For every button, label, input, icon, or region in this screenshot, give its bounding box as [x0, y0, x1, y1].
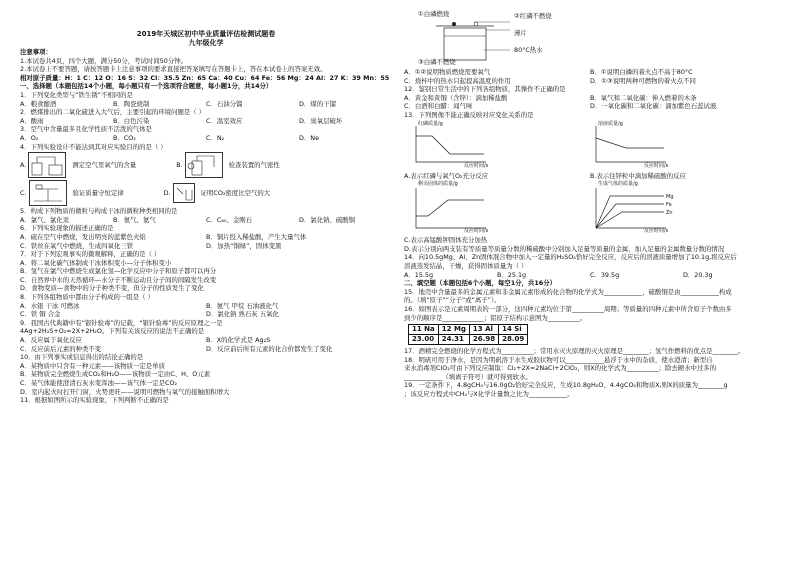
graph-d-xlabel: 反应时间/s [644, 228, 669, 235]
q9-option[interactable]: D．反应前后所有元素的化合价都发生了变化 [206, 344, 333, 353]
q2-option[interactable]: B．白色污染 [113, 116, 150, 125]
q7-option[interactable]: C．自然界中水的天然循环—水分子不断运动且分子间的间隔发生改变 [20, 275, 217, 284]
q9-option[interactable]: B．X的化学式是 Ag₂S [206, 336, 271, 345]
q1-option[interactable]: C．石油分馏 [206, 99, 243, 108]
q8-options-1 [20, 302, 392, 311]
q1-option[interactable]: D．煤的干馏 [299, 99, 336, 108]
periodic-table-excerpt [408, 324, 528, 345]
element-cell: 14 Si [499, 325, 528, 335]
q3-option[interactable]: A．O₂ [20, 133, 39, 142]
q4-figD-caption: 证明CO₂密度比空气的大 [200, 188, 271, 197]
q7-stem: 7．对于下列宏观事实的微观解释，正确的是（ ） [20, 250, 161, 259]
q9-option[interactable]: C．反应前后元素的种类不变 [20, 344, 102, 353]
q2-options [20, 117, 392, 126]
q11-label: 薄片 [514, 29, 527, 37]
q6-option[interactable]: C．铁丝在氧气中燃烧，生成四氧化三铁 [20, 241, 134, 250]
q1-stem: 1．下列变化类型与“铁生锈”不相同的是 [20, 90, 133, 99]
mass-cell: 26.98 [469, 335, 498, 345]
q5-stem: 5．构成下列物质的微粒与构成干冰的微粒种类相同的是 [20, 207, 178, 216]
q11-option[interactable]: B．①说明白磷的着火点不高于80°C [590, 68, 693, 76]
graph-c-ylabel: 剩余固体的质量/g [418, 181, 458, 188]
q5-options [20, 216, 392, 225]
q4-figC-caption: 验证质量守恒定律 [72, 188, 124, 197]
q1-option[interactable]: A．粮食酿酒 [20, 99, 57, 108]
q11-options-2 [404, 77, 776, 86]
q1-options [20, 100, 392, 109]
q2-stem: 2．燃煤排出的二氧化硫进入大气后，主要引起的环境问题是（ ） [20, 108, 206, 117]
q4-figure-row-2: C. 验证质量守恒定律 D. 证明CO₂密度比空气的大 [20, 179, 392, 207]
q13-graphs-row-2 [404, 180, 776, 236]
q11-label: 80°C热水 [514, 46, 543, 54]
q6-option[interactable]: A．硫在空气中燃烧，发出明亮的蓝紫色火焰 [20, 232, 146, 241]
q11-label: ①白磷燃烧 [418, 10, 450, 18]
mass-cell: 28.09 [499, 335, 528, 345]
q8-stem: 8．下列各组物质中都由分子构成的一组是（ ） [20, 293, 154, 302]
graph-d [574, 180, 744, 236]
q1-option[interactable]: B．陶瓷烧制 [113, 99, 150, 108]
graph-b-caption[interactable]: B.表示往锌粒中滴加稀硫酸的反应 [590, 171, 686, 180]
graph-d-series-label: Mg [666, 194, 674, 201]
table-row [409, 335, 528, 345]
q3-option[interactable]: B．CO₂ [113, 133, 136, 142]
q11-option[interactable]: A．①②说明物质燃烧需要氧气 [404, 68, 491, 76]
q3-options [20, 134, 392, 143]
q3-option[interactable]: D．Ne [299, 133, 320, 142]
q13-option-c[interactable]: C.表示高锰酸钾固体充分加热 [404, 236, 488, 245]
q11-label: ②红磷不燃烧 [514, 12, 552, 20]
q10-option[interactable]: D．室内起火时打开门窗，火势更旺——说明可燃物与氧气的接触面积增大 [20, 387, 230, 396]
q12-option[interactable]: A．黄金和黄铜（含锌）：滴加稀盐酸 [404, 93, 508, 102]
notice-heading: 注意事项： [20, 48, 52, 56]
q14-stem: 14．向10.5gMg、Al、Zn固体混合物中加入一定量的H₂SO₄恰好完全反应，反应后的溶液质量增加了10.1g,将反应后 [404, 253, 737, 262]
q6-stem: 6．下列实验现象的描述正确的是 [20, 224, 114, 233]
q18-line: ____________（填离子符号）就可得到软水。 [404, 372, 532, 381]
q10-option[interactable]: C．某气体能使澄清石灰水变浑浊——该气体一定是CO₂ [20, 379, 178, 387]
q8-options-2 [20, 310, 392, 319]
q8-option[interactable]: B．氨气 甲烷 石油液化气 [206, 301, 279, 310]
q12-option[interactable]: B．氧气和二氧化碳：伸入燃着的木条 [590, 93, 697, 102]
q11-label: ③白磷不燃烧 [418, 58, 456, 66]
oxygen-apparatus-figure [28, 152, 66, 178]
q16-line: 16．如图表示是元素周期表的一部分，这四种元素均位于第__________周期；等质量的四种元素中所含原子个数由多 [404, 304, 732, 313]
graph-a-ylabel: 红磷质量/g [418, 120, 443, 127]
q6-options-1 [20, 233, 392, 242]
section1-heading: 一、选择题（本题包括14个小题，每小题只有一个选项符合题意，每小题1分，共14分） [20, 82, 273, 91]
q9-options-1 [20, 336, 392, 345]
q8-option[interactable]: C．铁 铜 合金 [20, 310, 61, 319]
q10-stem: 10．由下列事实或信息得出的结论正确的是 [20, 353, 144, 362]
q8-option[interactable]: A．水银 干冰 可燃冰 [20, 301, 80, 310]
q4-stem: 4．下列实验设计不能达到其对应实验目的的是（ ） [20, 142, 167, 151]
atomic-masses: 相对原子质量：H：1 C：12 O：16 S：32 Cl：35.5 Zn：65 Ca：40 Cu：64 Fe：56 Mg：24 Al：27 K：39 Mn：55 [20, 73, 390, 82]
section2-heading: 二、填空题（本题包括6个小题，每空1分，共16分） [404, 279, 556, 288]
exam-title: 2019年天城区初中毕业质量评估检测试题卷 [136, 30, 276, 38]
q2-option[interactable]: C．温室效应 [206, 116, 243, 125]
element-cell: 13 Al [469, 325, 498, 335]
balance-figure [29, 180, 67, 206]
q14-option[interactable]: C．39.5g [590, 270, 620, 279]
q6-option[interactable]: B．铜片投入稀盐酸，产生大量气体 [206, 232, 307, 241]
notice-item: 1.本试卷共4页，四个大题，满分50分，考试时间50分钟。 [20, 56, 188, 65]
q2-option[interactable]: A．酸雨 [20, 116, 44, 125]
q4-figA-caption: 测定空气里氧气的含量 [72, 160, 137, 169]
q12-option[interactable]: D．一氧化碳和二氧化碳：滴加紫色石蕊试液 [590, 102, 717, 111]
left-column [20, 30, 392, 405]
q14-cont: 溶液蒸发结晶，干燥，获得固体质量为（ ） [404, 261, 528, 270]
q11-option[interactable]: D．①③说明两种可燃物的着火点不同 [590, 76, 696, 85]
q12-options-2 [404, 102, 776, 111]
q13-option-d[interactable]: D.表示分别向两支装有等质量等质量分数的稀硫酸中分别加入足量等质量的金属，加入足量的金属数量分数的情况 [404, 244, 725, 253]
q5-option[interactable]: A．氯气、氯化汞 [20, 215, 70, 224]
q6-options-2 [20, 242, 392, 251]
q14-option[interactable]: A．15.5g [404, 270, 434, 279]
q11-stem: 11．根据如图所示的实验现象，下列判断不正确的是 [20, 396, 169, 405]
q17-line: 17．酒精完全燃烧的化学方程式为__________；常用水灭火原理的灭火原理是________；氢气作燃料的优点是________。 [404, 347, 745, 356]
q9-stem: 9．我国古代典籍中有“银针验毒”的记载，“银针验毒”的反应原理之一是 [20, 318, 223, 327]
q13-stem: 13．下列图像不能正确反映对应变化关系的是 [404, 110, 534, 119]
mass-cell: 23.00 [409, 335, 439, 345]
q10-option[interactable]: B．某物质完全燃烧生成CO₂和H₂O——该物质一定由C、H、O元素 [20, 370, 211, 379]
exam-subtitle: 九年级化学 [188, 39, 224, 47]
graph-b-ylabel: 溶液质量/g [598, 120, 623, 127]
q13-graphs-row-1 [404, 120, 776, 172]
co2-pour-figure [173, 183, 195, 203]
q4-figB-caption: 检查装置的气密性 [228, 160, 280, 169]
q5-option[interactable]: C．C₆₀、金刚石 [206, 215, 253, 224]
graph-b [574, 120, 744, 172]
q15-line: 15．地壳中含量最多的金属元素和非金属元素形成的化合物的化学式为____________，硫酸铜是由____________构成 [404, 287, 732, 296]
q5-option[interactable]: B．氨气、氦气 [113, 215, 156, 224]
element-cell: 11 Na [409, 325, 439, 335]
q7-option[interactable]: A．将二氧化碳气体制成干冰体积变小—分子体积变小 [20, 258, 172, 267]
q14-option[interactable]: D．20.3g [683, 270, 713, 279]
q4-figure-row-1: A. 测定空气里氧气的含量 B. 检查装置的气密性 [20, 151, 392, 179]
q11-option[interactable]: C．烧杯中的热水只起提高温度的作用 [404, 76, 511, 85]
element-cell: 12 Mg [438, 325, 469, 335]
q16-line: 到少的顺序是_____________；铝原子结构示意图为__________。 [404, 313, 587, 322]
graph-d-series-label: Zn [666, 210, 673, 217]
airtight-check-figure [185, 152, 223, 178]
q6-option[interactable]: D．加热“铜绿”，固体变黑 [206, 241, 282, 250]
graph-a-xlabel: 反应时间/s [464, 162, 489, 169]
q11-options-1 [404, 68, 776, 77]
q7-option[interactable]: B．氢气在氯气中燃烧生成氯化氢—化学反应中分子和原子都可以再分 [20, 267, 217, 276]
q18-line: 18．明矾可用于净水，是因为明矾溶于水生成胶状物可以____________悬浮于水中的杂质，使水澄清；新型自 [404, 355, 713, 364]
q8-option[interactable]: D．氯化钠 熟石灰 五氧化 [206, 310, 279, 319]
q9-option[interactable]: A．反应属于氧化反应 [20, 336, 82, 345]
q18-line: 来水消毒剂ClO₂可由下列反应制取：Cl₂+2X=2NaCl+2ClO₂，则X的化学式为__________；除去硬水中过多的 [404, 364, 717, 373]
q9-options-2 [20, 345, 392, 354]
q12-stem: 12．鉴别日常生活中的下列各组物质，其操作不正确的是 [404, 85, 566, 94]
q3-option[interactable]: C．N₂ [206, 133, 225, 142]
graph-a [404, 120, 574, 172]
q11-figure [404, 10, 776, 68]
q14-options [404, 271, 776, 280]
graph-d-ylabel: 生成气体的质量/g [598, 181, 638, 188]
table-row [409, 325, 528, 335]
q10-option[interactable]: A．某物质中只含有一种元素——该物质一定是单质 [20, 361, 165, 370]
q13-captions-1 [404, 172, 776, 181]
graph-b-xlabel: 反应时间/s [644, 162, 669, 169]
q5-option[interactable]: D．氯化钠、硫酸铜 [299, 215, 356, 224]
q7-option[interactable]: D．食物变质—食物中的分子种类不变，但分子的性质发生了变化 [20, 284, 204, 293]
q9-equation: 4Ag+2H₂S+O₂=2X+2H₂O。下列有关该反应的说法不正确的是 [20, 327, 205, 336]
graph-a-caption[interactable]: A.表示红磷与氧气O₂充分反应 [404, 171, 489, 180]
q12-option[interactable]: C．白酒和白醋：闻气味 [404, 102, 473, 111]
graph-c-xlabel: 反应时间/s [464, 228, 489, 235]
q3-stem: 3．空气中含量最多且化学性质不活泼的气体是 [20, 125, 152, 134]
q19-line: 19．一定条件下，4.8gCH₄与16.0gO₂恰好完全反应，生成10.8gH₂O、4.4gCO₂和物质X,则X的质量为________g [404, 381, 728, 390]
graph-c [404, 180, 574, 236]
notice-item: 2.本试卷上不要答题，请按答题卡上注意事项的要求直接把答案填写在答题卡上，答在本试卷上的答案无效。 [20, 65, 327, 74]
q15-line: 的。（填“原子”“分子”或“离子”）。 [404, 296, 501, 305]
q14-option[interactable]: B．25.1g [497, 270, 527, 279]
right-column [404, 10, 776, 399]
q19-line: ；该反应方程式中CH₄与X化学计量数之比为____________。 [404, 390, 574, 399]
graph-d-series-label: Fe [666, 202, 672, 209]
q2-option[interactable]: D．臭氧层破坏 [299, 116, 343, 125]
mass-cell: 24.31 [438, 335, 469, 345]
